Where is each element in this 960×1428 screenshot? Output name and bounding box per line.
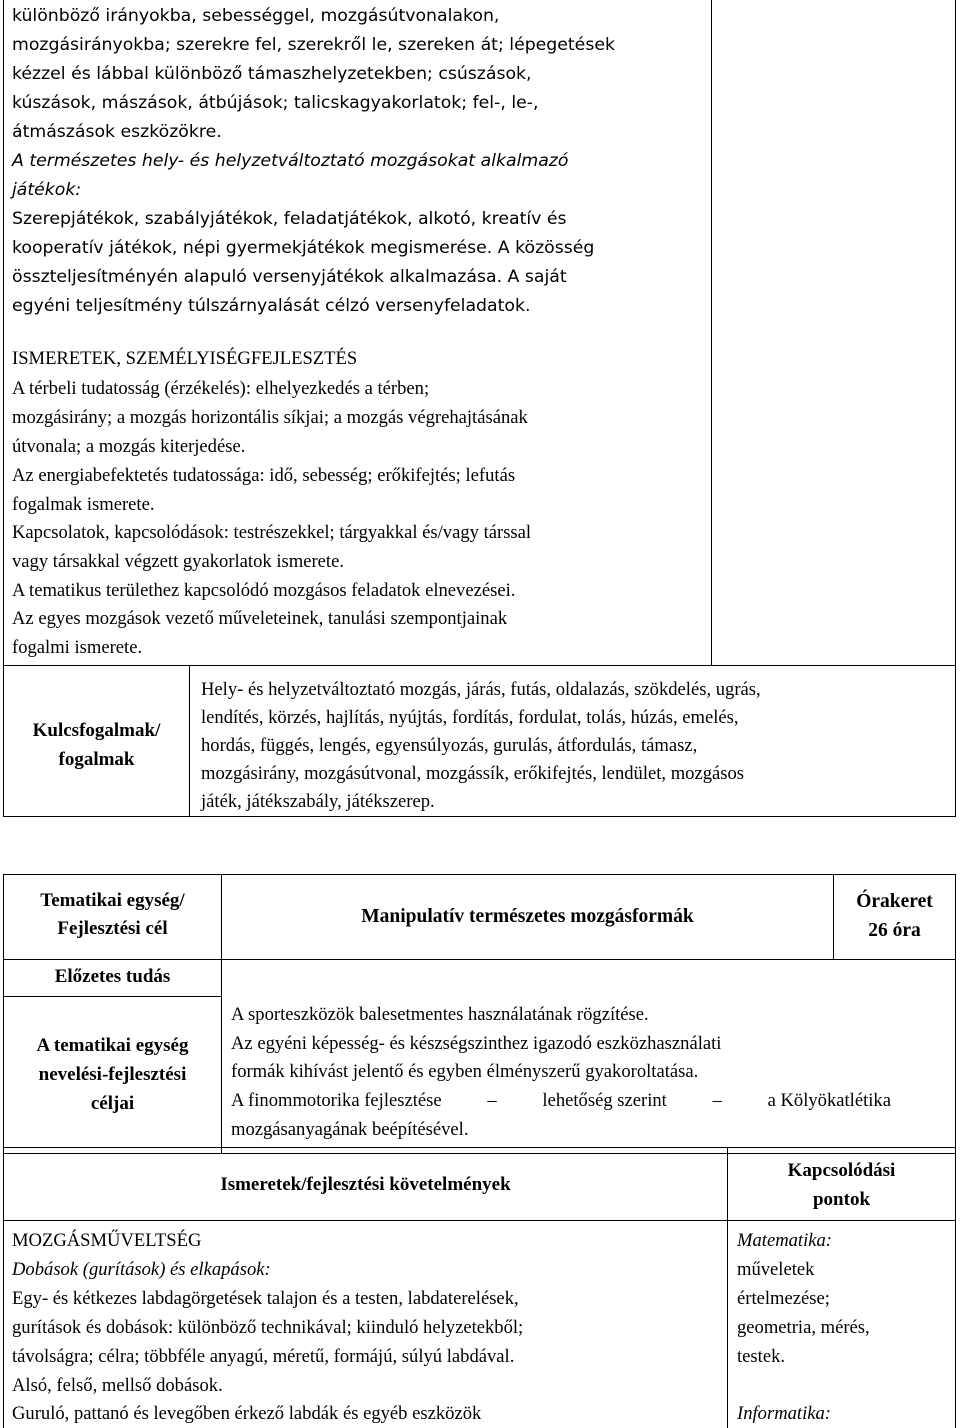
text-line: formák kihívást jelentő és egyben élményszerű gyakoroltatása. [231, 1061, 699, 1082]
req-header-right-line: pontok [812, 1189, 871, 1210]
text-part: lehetőség szerint [542, 1090, 667, 1111]
prior-knowledge-text: A sporteszközök balesetmentes használatának rögzítése. [231, 1004, 649, 1025]
keywords-label [4, 716, 189, 774]
text-line: egyéni teljesítmény túlszárnyalását célzó versenyfeladatok. [12, 296, 531, 316]
text-line: összteljesítményén alapuló versenyjátékok alkalmazása. A saját [12, 267, 567, 287]
text-line: Guruló, pattanó és levegőben érkező labdák és egyéb eszközök [12, 1403, 482, 1424]
hours-cell [834, 887, 955, 945]
text-line: útvonala; a mozgás kiterjedése. [12, 436, 246, 457]
text-line: gurítások és dobások: különböző technikával; kiinduló helyzetekből; [12, 1317, 524, 1338]
req-header-right [728, 1156, 955, 1214]
top-table-right-border [955, 0, 956, 817]
text-line: Az egyéni képesség- és készségszinthez igazodó eszközhasználati [231, 1033, 722, 1054]
unit-table-bottom-border [3, 1153, 956, 1154]
top-table-bottom-border [3, 816, 956, 817]
text-line: távolságra; célra; többféle anyagú, méretű, formájú, súlyú labdával. [12, 1346, 515, 1367]
text-line: Kapcsolatok, kapcsolódások: testrészekkel; tárgyakkal és/vagy társsal [12, 522, 532, 543]
goals-label-line: céljai [90, 1093, 135, 1114]
text-line: fogalmak ismerete. [12, 494, 155, 515]
top-table-divider [711, 0, 712, 666]
text-line: kézzel és lábbal különböző támaszhelyzetekben; csúszások, [12, 64, 532, 84]
text-line: játék, játékszabály, játékszerep. [201, 791, 435, 812]
keywords-label-line: fogalmak [58, 749, 135, 770]
goals-label-line: A tematikai egység [36, 1035, 189, 1056]
section-heading: ISMERETEK, SZEMÉLYISÉGFEJLESZTÉS [12, 348, 358, 369]
link-subject: Informatika: [737, 1403, 831, 1424]
unit-label-line: Fejlesztési cél [57, 918, 168, 939]
text-line-justified [231, 1086, 891, 1115]
unit-label-line: Tematikai egység/ [40, 890, 185, 911]
keywords-label-line: Kulcsfogalmak/ [32, 720, 161, 741]
req-header-right-line: Kapcsolódási [787, 1160, 896, 1181]
hours-label: Órakeret [856, 891, 933, 912]
unit-label [4, 887, 221, 943]
req-table-top-border [3, 1147, 956, 1148]
link-text: geometria, mérés, [737, 1317, 870, 1338]
italic-heading: Dobások (gurítások) és elkapások: [12, 1259, 271, 1280]
italic-heading: A természetes hely- és helyzetváltoztató mozgásokat alkalmazó [12, 151, 569, 171]
keywords-divider [189, 665, 190, 817]
text-line: A térbeli tudatosság (érzékelés): elhelyezkedés a térben; [12, 378, 430, 399]
hours-value: 26 óra [868, 920, 921, 941]
text-part: A finommotorika fejlesztése [231, 1090, 442, 1111]
req-table-right-border [955, 1147, 956, 1428]
text-line: Szerepjátékok, szabályjátékok, feladatjátékok, alkotó, kreatív és [12, 209, 567, 229]
text-line: mozgásanyagának beépítésével. [231, 1119, 469, 1140]
unit-table-top-border [3, 874, 956, 875]
text-part: – [487, 1090, 497, 1111]
req-table-header-border [3, 1220, 956, 1221]
text-line: A tematikus területhez kapcsolódó mozgásos feladatok elnevezései. [12, 580, 516, 601]
text-part: a Kölyökatlétika [767, 1090, 891, 1111]
text-line: mozgásirány, mozgásútvonal, mozgássík, erőkifejtés, lendület, mozgásos [201, 763, 745, 784]
text-line: Hely- és helyzetváltoztató mozgás, járás, futás, oldalazás, szökdelés, ugrás, [201, 679, 761, 700]
text-line: mozgásirány; a mozgás horizontális síkjai; a mozgás végrehajtásának [12, 407, 528, 428]
italic-heading: játékok: [12, 180, 82, 200]
goals-label [4, 1031, 221, 1118]
link-subject: Matematika: [737, 1230, 833, 1251]
section-heading: MOZGÁSMŰVELTSÉG [12, 1230, 202, 1251]
unit-table-row-border [3, 996, 222, 997]
req-header-left: Ismeretek/fejlesztési követelmények [220, 1174, 511, 1195]
goals-label-line: nevelési-fejlesztési [38, 1064, 187, 1085]
text-line: fogalmi ismerete. [12, 637, 143, 658]
top-table-row-border [3, 665, 956, 666]
text-line: átmászások eszközökre. [12, 122, 222, 142]
text-line: Egy- és kétkezes labdagörgetések talajon és a testen, labdaterelések, [12, 1288, 519, 1309]
text-line: lendítés, körzés, hajlítás, nyújtás, fordítás, fordulat, tolás, húzás, emelés, [201, 707, 739, 728]
text-line: mozgásirányokba; szerekre fel, szerekről le, szereken át; lépegetések [12, 35, 615, 55]
top-table-left-border [3, 0, 4, 817]
text-line: Alsó, felső, mellső dobások. [12, 1375, 223, 1396]
link-text: testek. [737, 1346, 786, 1367]
text-line: kooperatív játékok, népi gyermekjátékok megismerése. A közösség [12, 238, 595, 258]
unit-title: Manipulatív természetes mozgásformák [361, 906, 694, 927]
unit-table-right-border [955, 874, 956, 1154]
text-part: – [712, 1090, 722, 1111]
text-line: Az egyes mozgások vezető műveleteinek, tanulási szempontjainak [12, 608, 508, 629]
link-text: értelmezése; [737, 1288, 830, 1309]
text-line: hordás, függés, lengés, egyensúlyozás, gurulás, átfordulás, támasz, [201, 735, 698, 756]
link-text: műveletek [737, 1259, 815, 1280]
unit-table-row-border [3, 959, 956, 960]
text-line: kúszások, mászások, átbújások; talicskagyakorlatok; fel-, le-, [12, 93, 539, 113]
prior-knowledge-label: Előzetes tudás [54, 966, 171, 987]
text-line: különböző irányokba, sebességgel, mozgásútvonalakon, [12, 6, 500, 26]
text-line: vagy társakkal végzett gyakorlatok ismerete. [12, 551, 344, 572]
text-line: Az energiabefektetés tudatossága: idő, sebesség; erőkifejtés; lefutás [12, 465, 516, 486]
